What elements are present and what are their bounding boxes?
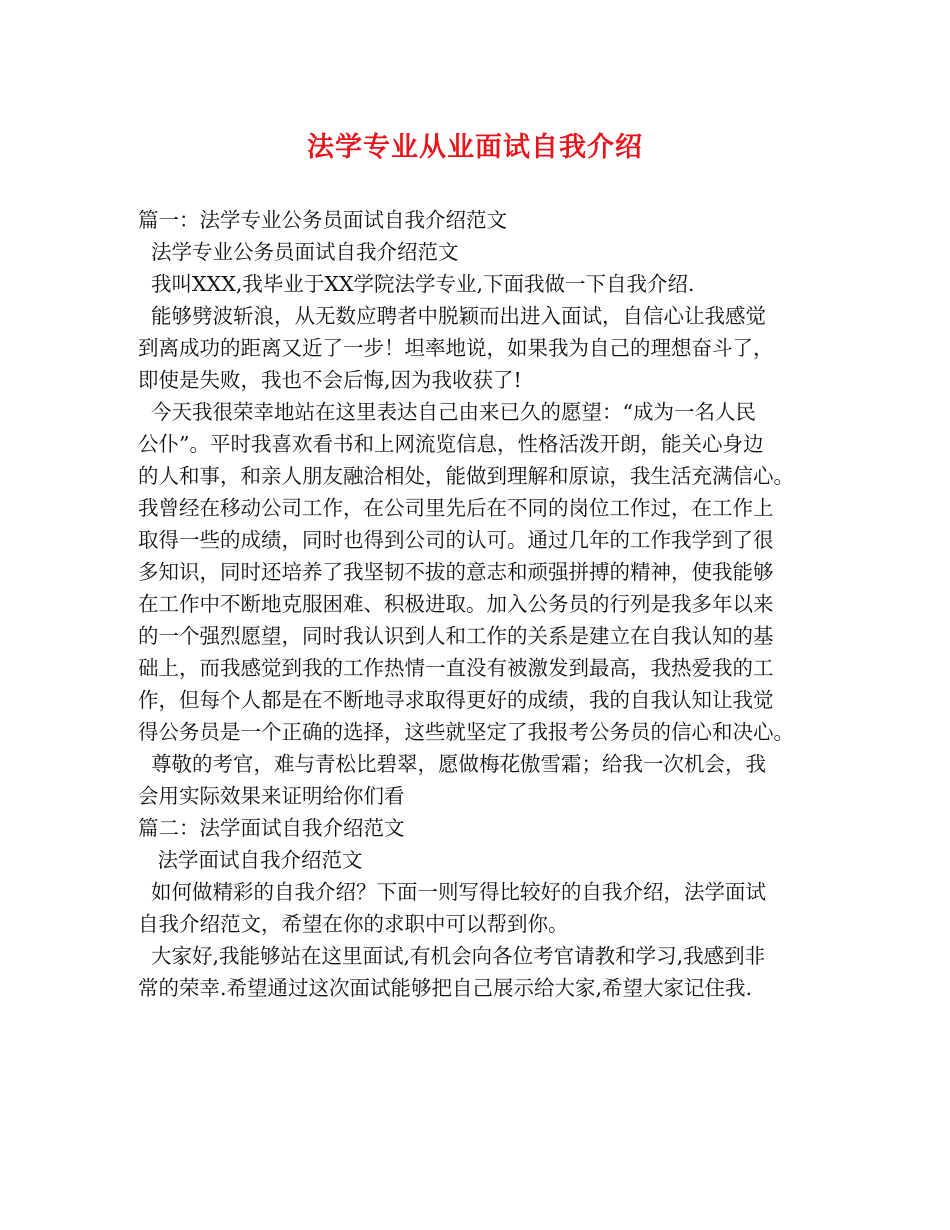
text-line: 会用实际效果来证明给你们看 [138,784,405,808]
document-body [138,204,828,1004]
text-line: 能够劈波斩浪，从无数应聘者中脱颖而出进入面试，自信心让我感觉 [138,304,767,328]
text-line: 篇二：法学面试自我介绍范文 [138,816,405,840]
text-line: 大家好,我能够站在这里面试,有机会向各位考官请教和学习,我感到非 [138,944,766,968]
text-line: 篇一：法学专业公务员面试自我介绍范文 [138,208,507,232]
text-line: 法学专业公务员面试自我介绍范文 [138,240,459,264]
text-line: 今天我很荣幸地站在这里表达自己由来已久的愿望：“成为一名人民 [138,400,757,424]
text-line: 础上，而我感觉到我的工作热情一直没有被激发到最高，我热爱我的工 [138,656,774,680]
text-line: 自我介绍范文，希望在你的求职中可以帮到你。 [138,912,569,936]
text-line: 多知识，同时还培养了我坚韧不拔的意志和顽强拼搏的精神，使我能够 [138,560,774,584]
text-line: 得公务员是一个正确的选择，这些就坚定了我报考公务员的信心和决心。 [138,720,794,744]
text-line: 尊敬的考官，难与青松比碧翠，愿做梅花傲雪霜；给我一次机会，我 [138,752,767,776]
text-line: 如何做精彩的自我介绍？下面一则写得比较好的自我介绍，法学面试 [138,880,767,904]
text-line: 我曾经在移动公司工作，在公司里先后在不同的岗位工作过，在工作上 [138,496,774,520]
text-line: 作，但每个人都是在不断地寻求取得更好的成绩，我的自我认知让我觉 [138,688,774,712]
text-line: 取得一些的成绩，同时也得到公司的认可。通过几年的工作我学到了很 [138,528,774,552]
text-line: 的人和事，和亲人朋友融洽相处，能做到理解和原谅，我生活充满信心。 [138,464,794,488]
document-title: 法学专业从业面试自我介绍 [307,132,643,163]
text-line: 法学面试自我介绍范文 [138,848,363,872]
text-line: 常的荣幸.希望通过这次面试能够把自己展示给大家,希望大家记住我. [138,976,753,1000]
text-line: 在工作中不断地克服困难、积极进取。加入公务员的行列是我多年以来 [138,592,774,616]
text-line: 公仆”。平时我喜欢看书和上网流览信息，性格活泼开朗，能关心身边 [138,432,764,456]
text-line: 即使是失败，我也不会后悔,因为我收获了! [138,368,522,392]
text-line: 我叫XXX,我毕业于XX学院法学专业,下面我做一下自我介绍. [138,272,695,296]
text-line: 的一个强烈愿望，同时我认识到人和工作的关系是建立在自我认知的基 [138,624,774,648]
text-line: 到离成功的距离又近了一步！坦率地说，如果我为自己的理想奋斗了， [138,336,774,360]
